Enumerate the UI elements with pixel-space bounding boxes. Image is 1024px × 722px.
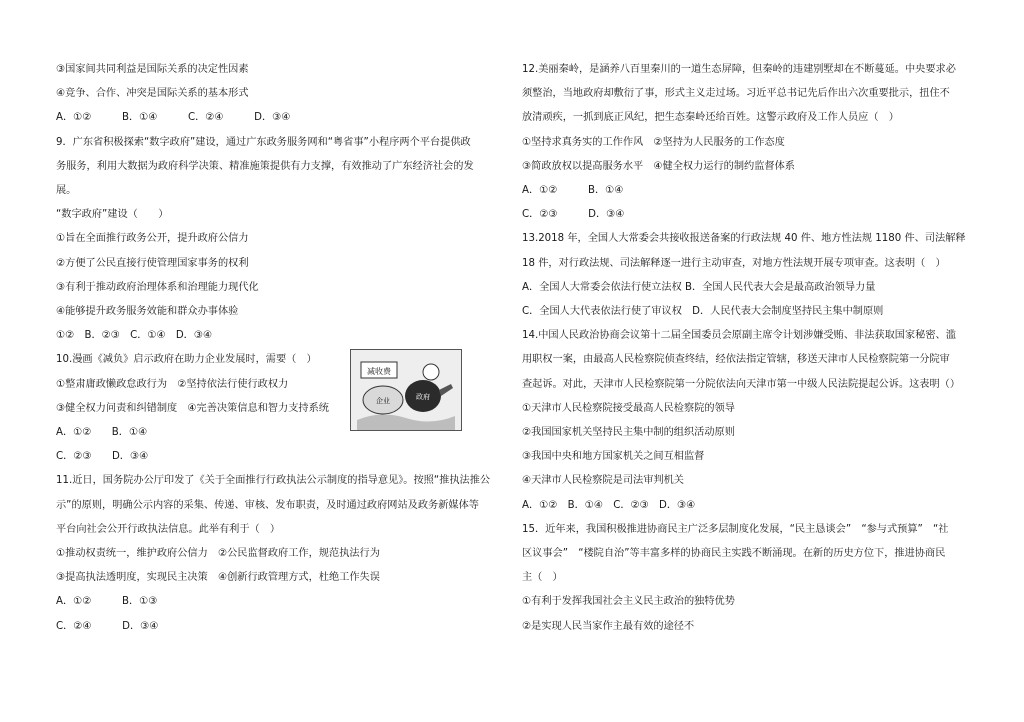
text-line: 平台向社会公开行政执法信息。此举有利于（ ） bbox=[56, 523, 281, 535]
answer-options: A．①② B．①④ bbox=[56, 427, 148, 439]
text-line: 区议事会” “楼院自治”等丰富多样的协商民主实践不断涌现。在新的历史方位下，推进协商民 bbox=[522, 548, 946, 560]
answer-options: C．全国人大代表依法行使了审议权 D．人民代表大会制度坚持民主集中制原则 bbox=[522, 306, 884, 318]
cartoon-sack-text: 企业 bbox=[376, 397, 390, 405]
text-line: 展。 bbox=[56, 185, 77, 197]
option-item: ①有利于发挥我国社会主义民主政治的独特优势 bbox=[522, 596, 735, 608]
text-line: 放清顽疾，一抓到底正风纪，把生态秦岭还给百姓。这警示政府及工作人员应（ ） bbox=[522, 112, 899, 124]
cartoon-image bbox=[350, 349, 462, 431]
option-item: ③有利于推动政府治理体系和治理能力现代化 bbox=[56, 281, 259, 293]
option-item: ③健全权力问责和纠错制度 ④完善决策信息和智力支持系统 bbox=[56, 402, 329, 414]
text-line: 须整治，当地政府却敷衍了事，形式主义走过场。习近平总书记先后作出六次重要批示，扭住不 bbox=[522, 88, 950, 100]
option-item: ③简政放权以提高服务水平 ④健全权力运行的制约监督体系 bbox=[522, 160, 795, 172]
question-12: 12.美丽秦岭，是涵养八百里秦川的一道生态屏障，但秦岭的违建别墅却在不断蔓延。中央要求必 bbox=[522, 64, 956, 75]
text-line: 18 件，对行政法规、司法解释逐一进行主动审查，对地方性法规开展专项审查。这表明（ ） bbox=[522, 257, 946, 269]
cartoon-drawing bbox=[351, 350, 461, 430]
question-13: 13.2018 年，全国人大常委会共接收报送备案的行政法规 40 件、地方性法规 1180 件、司法解释 bbox=[522, 233, 966, 245]
text-line: 用职权一案，由最高人民检察院侦查终结，经依法指定管辖，移送天津市人民检察院第一分院审 bbox=[522, 354, 950, 366]
option-item: ①旨在全面推行政务公开，提升政府公信力 bbox=[56, 233, 249, 245]
cartoon-sign-text: 减收费 bbox=[367, 367, 391, 376]
answer-options: A．①② B．①④ C．②③ D．③④ bbox=[522, 499, 696, 511]
right-column bbox=[522, 58, 970, 639]
question-stem: “数字政府”建设（ ） bbox=[56, 209, 169, 221]
text-line: 务服务，利用大数据为政府科学决策、精准施策提供有力支撑，有效推动了广东经济社会的发 bbox=[56, 160, 474, 172]
cartoon-figure-text: 政府 bbox=[416, 393, 430, 401]
text-line: 主（ ） bbox=[522, 572, 563, 584]
question-9: 9．广东省积极探索“数字政府”建设，通过广东政务服务网和“粤省事”小程序两个平台提供政 bbox=[56, 136, 471, 148]
option-item: ②我国国家机关坚持民主集中制的组织活动原则 bbox=[522, 427, 735, 439]
answer-options: C．②③ D．③④ bbox=[56, 451, 149, 463]
answer-options: A．①② B．①④ C．②④ D．③④ bbox=[56, 112, 291, 124]
text-line: ④竞争、合作、冲突是国际关系的基本形式 bbox=[56, 88, 249, 100]
option-item: ③提高执法透明度，实现民主决策 ④创新行政管理方式，杜绝工作失误 bbox=[56, 572, 380, 584]
option-item: ①天津市人民检察院接受最高人民检察院的领导 bbox=[522, 402, 735, 414]
text-line: ③国家间共同利益是国际关系的决定性因素 bbox=[56, 64, 249, 75]
question-14: 14.中国人民政治协商会议第十二届全国委员会原副主席令计划涉嫌受贿、非法获取国家秘密、滥 bbox=[522, 330, 956, 342]
option-item: ③我国中央和地方国家机关之间互相监督 bbox=[522, 451, 705, 463]
option-item: ②是实现人民当家作主最有效的途径不 bbox=[522, 620, 695, 632]
answer-options: C．②③ D．③④ bbox=[522, 209, 625, 221]
text-line: 示”的原则，明确公示内容的采集、传递、审核、发布职责，及时通过政府网站及政务新媒体等 bbox=[56, 499, 479, 511]
answer-options: C．②④ D．③④ bbox=[56, 620, 159, 632]
answer-options: A．①② B．①④ bbox=[522, 185, 624, 197]
option-item: ②方便了公民直接行使管理国家事务的权利 bbox=[56, 257, 249, 269]
question-15: 15．近年来，我国积极推进协商民主广泛多层制度化发展，“民主恳谈会” “参与式预算” “社 bbox=[522, 523, 949, 535]
option-item: ①推动权责统一，维护政府公信力 ②公民监督政府工作，规范执法行为 bbox=[56, 548, 380, 560]
option-item: ①整肃庸政懒政怠政行为 ②坚持依法行使行政权力 bbox=[56, 378, 289, 390]
question-10: 10.漫画《减负》启示政府在助力企业发展时，需要（ ） bbox=[56, 354, 317, 366]
answer-options: A．①② B．①③ bbox=[56, 596, 158, 608]
text-line: 查起诉。对此，天津市人民检察院第一分院依法向天津市第一中级人民法院提起公诉。这表明（） bbox=[522, 378, 961, 390]
question-11: 11.近日，国务院办公厅印发了《关于全面推行行政执法公示制度的指导意见》。按照“推执法推公 bbox=[56, 475, 491, 487]
option-item: ④能够提升政务服务效能和群众办事体验 bbox=[56, 306, 239, 318]
answer-options: A．全国人大常委会依法行使立法权 B．全国人民代表大会是最高政治领导力量 bbox=[522, 281, 876, 293]
option-item: ①坚持求真务实的工作作风 ②坚持为人民服务的工作态度 bbox=[522, 136, 785, 148]
option-item: ④天津市人民检察院是司法审判机关 bbox=[522, 475, 684, 487]
answer-options: ①② B．②③ C．①④ D．③④ bbox=[56, 330, 213, 342]
